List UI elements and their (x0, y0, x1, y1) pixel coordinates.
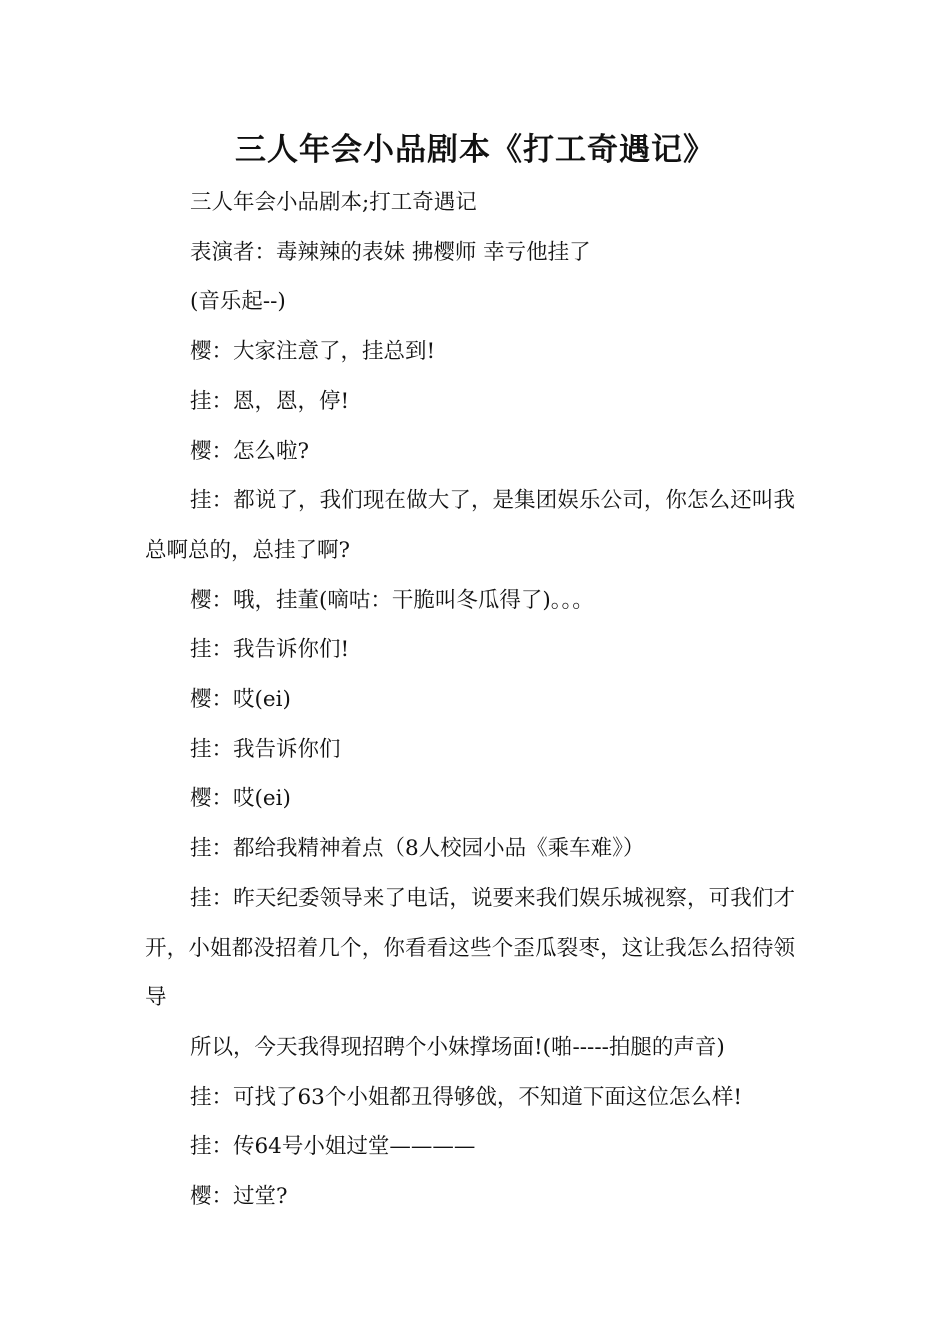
dialogue-line: 樱：怎么啦? (190, 438, 310, 464)
dialogue-line: 挂：都给我精神着点（8人校园小品《乘车难》） (190, 836, 645, 862)
dialogue-line: 挂：昨天纪委领导来了电话，说要来我们娱乐城视察，可我们才开，小姐都没招着几个，你看看这些个歪瓜裂枣，这让我怎么招待领导 (145, 885, 795, 1011)
dialogue-line: 挂：可找了63个小姐都丑得够戗，不知道下面这位怎么样! (190, 1084, 743, 1110)
dialogue-line: 挂：都说了，我们现在做大了，是集团娱乐公司，你怎么还叫我总啊总的，总挂了啊? (145, 488, 795, 563)
paragraph-stage-direction: (音乐起--) (190, 289, 286, 315)
dialogue-line: 挂：我告诉你们! (190, 637, 350, 663)
paragraph-subtitle: 三人年会小品剧本;打工奇遇记 (190, 190, 477, 215)
dialogue-line: 挂：我告诉你们 (190, 736, 341, 762)
dialogue-line: 挂：恩，恩，停! (190, 388, 350, 414)
dialogue-line: 樱：哎(ei) (190, 786, 291, 812)
dialogue-line: 樱：大家注意了，挂总到! (190, 339, 436, 365)
paragraph-performers: 表演者：毒辣辣的表妹 拂樱师 幸亏他挂了 (190, 239, 591, 265)
document-title: 三人年会小品剧本《打工奇遇记》 (235, 132, 715, 168)
dialogue-line: 挂：传64号小姐过堂———— (190, 1134, 476, 1160)
dialogue-line: 樱：哎(ei) (190, 687, 291, 713)
dialogue-line: 樱：过堂? (190, 1184, 288, 1210)
dialogue-line: 所以，今天我得现招聘个小妹撑场面!(啪-----拍腿的声音) (190, 1034, 725, 1060)
dialogue-line: 樱：哦，挂董(嘀咕：干脆叫冬瓜得了)。。。 (190, 587, 594, 613)
document-body (145, 178, 795, 1222)
